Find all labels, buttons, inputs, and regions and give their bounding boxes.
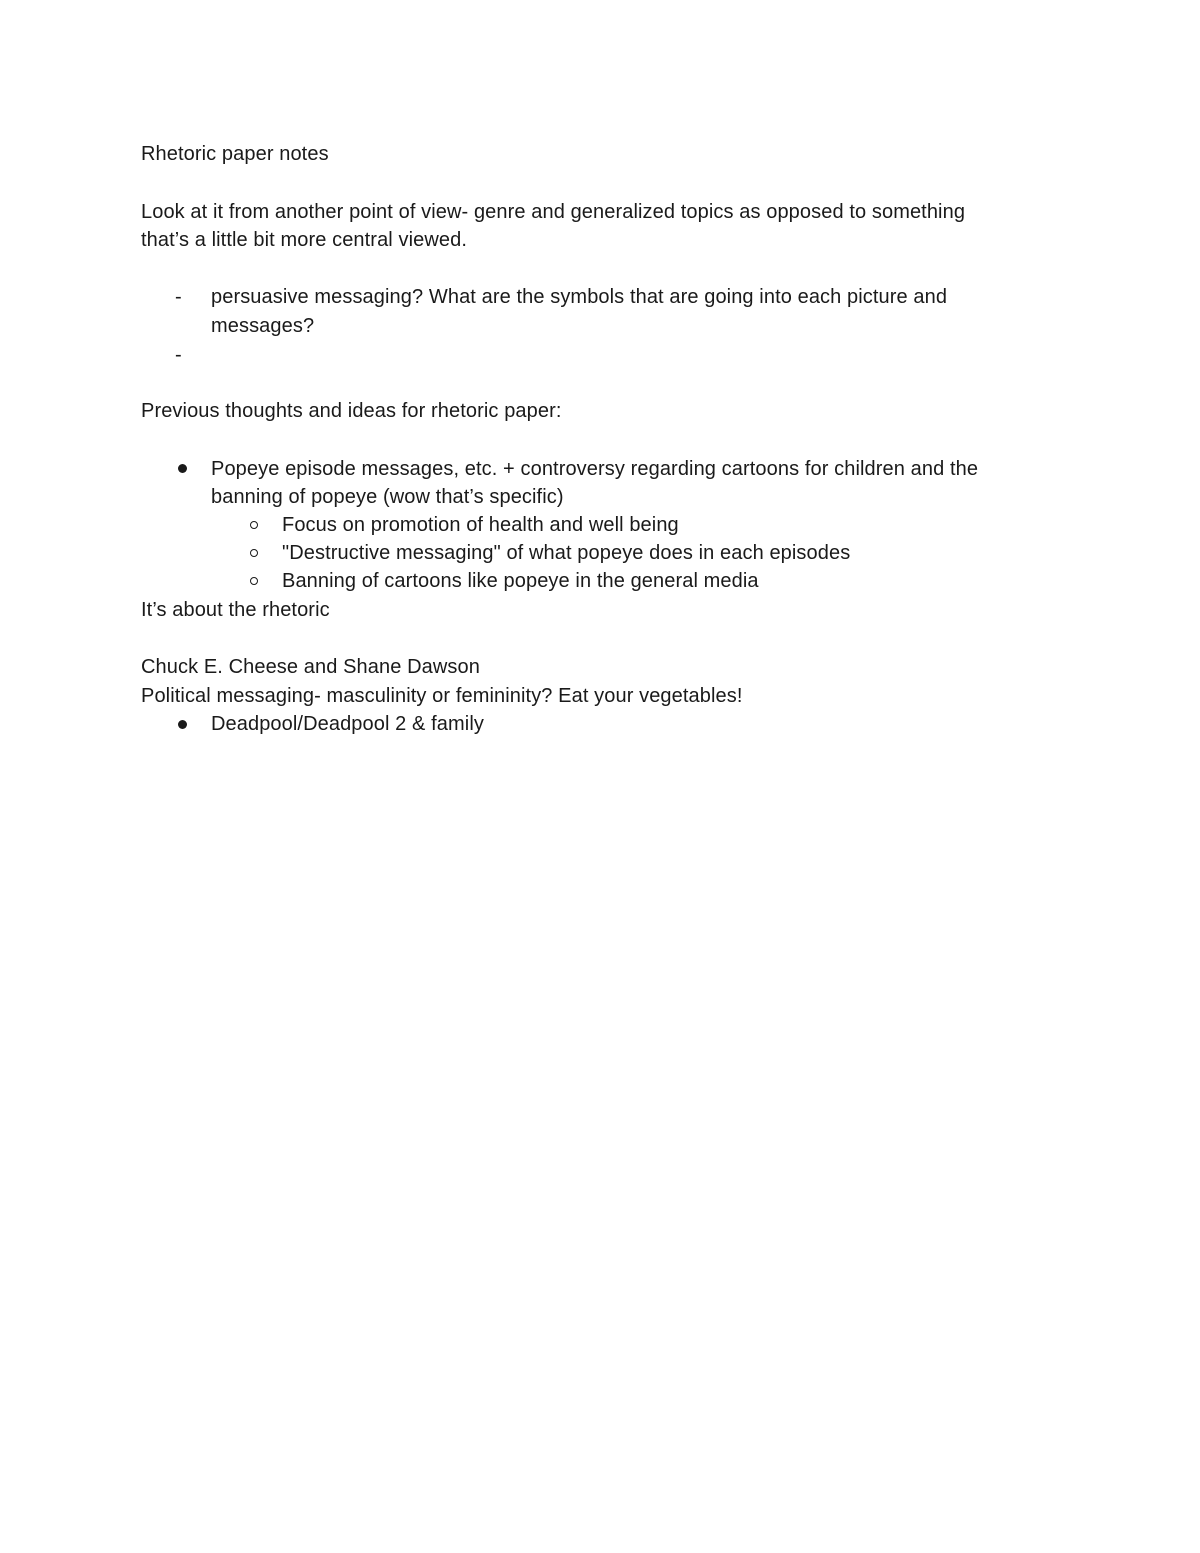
intro-paragraph-line-1: Look at it from another point of view- genre and generalized topics as opposed to something <box>141 201 966 223</box>
previous-thoughts-heading: Previous thoughts and ideas for rhetoric paper: <box>141 400 562 422</box>
rhetoric-line: It’s about the rhetoric <box>141 599 330 621</box>
document-title: Rhetoric paper notes <box>141 143 329 165</box>
bullet-dot-icon <box>178 464 187 473</box>
sub-bullet-circle-icon <box>250 549 258 557</box>
sub-bullet-item: Focus on promotion of health and well being <box>282 514 679 536</box>
bullet-item-line-2: banning of popeye (wow that’s specific) <box>211 486 564 508</box>
dash-marker: - <box>175 286 182 308</box>
dash-item-line-2: messages? <box>211 315 315 337</box>
final-bullet-item: Deadpool/Deadpool 2 & family <box>211 713 484 735</box>
chuck-e-cheese-line: Chuck E. Cheese and Shane Dawson <box>141 656 480 678</box>
dash-marker: - <box>175 344 182 366</box>
bullet-dot-icon <box>178 720 187 729</box>
political-messaging-line: Political messaging- masculinity or femininity? Eat your vegetables! <box>141 685 743 707</box>
sub-bullet-item: Banning of cartoons like popeye in the general media <box>282 570 759 592</box>
sub-bullet-circle-icon <box>250 521 258 529</box>
sub-bullet-circle-icon <box>250 577 258 585</box>
sub-bullet-item: "Destructive messaging" of what popeye does in each episodes <box>282 542 851 564</box>
bullet-item-line-1: Popeye episode messages, etc. + controversy regarding cartoons for children and the <box>211 458 979 480</box>
dash-item-line-1: persuasive messaging? What are the symbols that are going into each picture and <box>211 286 948 308</box>
intro-paragraph-line-2: that’s a little bit more central viewed. <box>141 229 468 251</box>
